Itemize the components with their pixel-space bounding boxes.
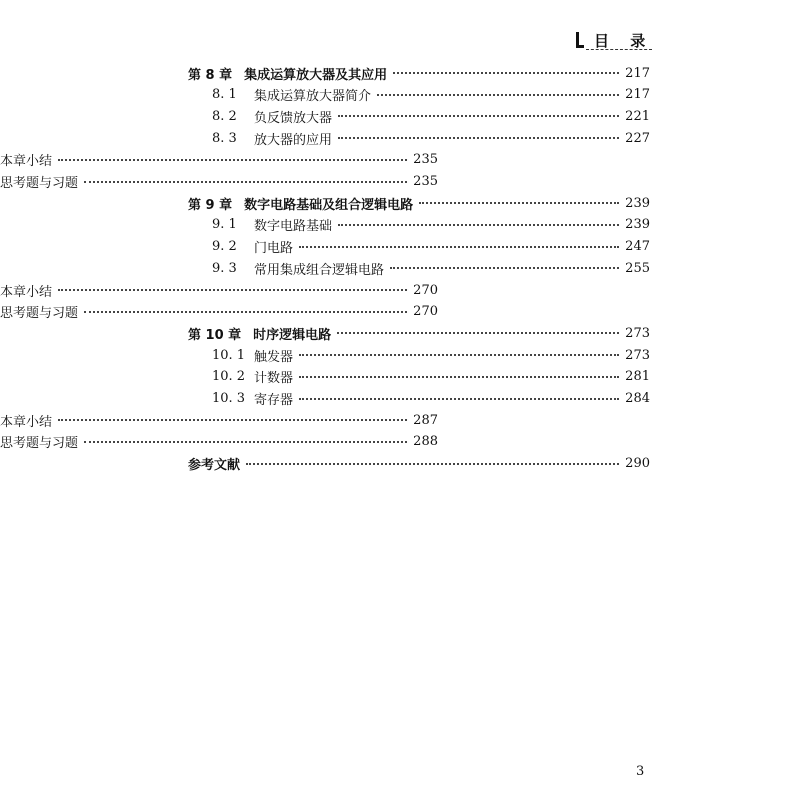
toc-entry-number: 第 9 章 xyxy=(188,197,233,213)
toc-leader-dots xyxy=(299,398,619,400)
toc-leader-dots xyxy=(58,419,407,421)
toc-leader-dots xyxy=(58,289,407,291)
toc-entry-title: 寄存器 xyxy=(254,393,294,408)
header-bracket-mark xyxy=(576,32,579,48)
toc-entry-number: 9. 1 xyxy=(212,217,237,233)
toc-entry-number: 8. 1 xyxy=(212,87,237,103)
toc-entry-page: 288 xyxy=(413,434,438,450)
toc-entry-title: 参考文献 xyxy=(188,458,241,474)
toc-entry-number: 第 8 章 xyxy=(188,67,233,83)
toc-entry-title: 本章小结 xyxy=(0,284,53,300)
toc-leader-dots xyxy=(393,72,619,74)
toc-entry-page: 235 xyxy=(413,152,438,168)
toc-entry-page: 284 xyxy=(625,391,650,406)
toc-chapter-entry[interactable] xyxy=(188,193,650,213)
toc-entry-number: 8. 2 xyxy=(212,108,237,124)
toc-entry-number: 10. 1 xyxy=(212,347,246,363)
toc-entry-title: 触发器 xyxy=(254,349,294,365)
toc-entry-title: 负反馈放大器 xyxy=(254,110,333,126)
toc-leader-dots xyxy=(338,137,619,139)
toc-entry-page: 227 xyxy=(625,130,650,146)
toc-chapter-entry[interactable] xyxy=(188,454,650,474)
toc-entry-page: 287 xyxy=(413,412,438,428)
toc-chapter-entry[interactable] xyxy=(188,63,650,83)
toc-leader-dots xyxy=(338,115,619,117)
toc-plain-entry[interactable] xyxy=(0,150,438,170)
toc-leader-dots xyxy=(84,311,407,313)
toc-plain-entry[interactable] xyxy=(0,432,438,452)
toc-section-entry[interactable] xyxy=(212,389,650,409)
toc-entry-page: 247 xyxy=(625,239,650,255)
toc-leader-dots xyxy=(299,246,619,248)
page-number: 3 xyxy=(636,764,645,779)
toc-entry-page: 221 xyxy=(625,108,650,124)
header-title: 目 录 xyxy=(594,32,654,50)
toc-entry-title: 思考题与习题 xyxy=(0,176,79,191)
toc-entry-page: 273 xyxy=(625,347,650,363)
toc-entry-page: 290 xyxy=(625,456,650,472)
toc-entry-title: 集成运算放大器简介 xyxy=(254,89,372,105)
toc-entry-title: 常用集成组合逻辑电路 xyxy=(254,262,385,278)
toc-plain-entry[interactable] xyxy=(0,410,438,430)
toc-entry-number: 9. 2 xyxy=(212,239,237,255)
toc-entry-page: 270 xyxy=(413,304,438,320)
toc-plain-entry[interactable] xyxy=(0,302,438,322)
toc-section-entry[interactable] xyxy=(212,258,650,278)
toc-entry-title: 门电路 xyxy=(254,241,294,257)
toc-entry-page: 235 xyxy=(413,174,438,189)
toc-leader-dots xyxy=(84,181,407,183)
toc-entry-number: 第 10 章 xyxy=(188,327,242,343)
toc-leader-dots xyxy=(377,94,619,96)
toc-entry-title: 数字电路基础及组合逻辑电路 xyxy=(244,197,414,213)
toc-entry-title: 思考题与习题 xyxy=(0,436,79,452)
toc-plain-entry[interactable] xyxy=(0,280,438,300)
toc-section-entry[interactable] xyxy=(212,215,650,235)
toc-entry-page: 273 xyxy=(625,325,650,341)
toc-leader-dots xyxy=(419,202,619,204)
toc-entry-number: 9. 3 xyxy=(212,260,237,276)
toc-entry-title: 本章小结 xyxy=(0,414,53,430)
toc-leader-dots xyxy=(299,376,619,378)
toc-section-entry[interactable] xyxy=(212,128,650,148)
toc-entry-page: 239 xyxy=(625,217,650,233)
toc-leader-dots xyxy=(58,159,407,161)
toc-entry-page: 281 xyxy=(625,369,650,385)
toc-entry-title: 计数器 xyxy=(254,371,294,387)
toc-leader-dots xyxy=(337,332,619,334)
toc-entry-title: 本章小结 xyxy=(0,154,53,170)
toc-leader-dots xyxy=(246,463,619,465)
toc-entry-page: 217 xyxy=(625,87,650,103)
toc-entry-page: 239 xyxy=(625,195,650,211)
toc-entry-page: 270 xyxy=(413,282,438,298)
toc-section-entry[interactable] xyxy=(212,367,650,387)
toc-entry-page: 255 xyxy=(625,260,650,276)
toc-section-entry[interactable] xyxy=(212,345,650,365)
toc-plain-entry[interactable] xyxy=(0,172,438,192)
toc-section-entry[interactable] xyxy=(212,85,650,105)
toc-entry-number: 10. 3 xyxy=(212,391,246,406)
toc-entry-title: 思考题与习题 xyxy=(0,306,79,322)
toc-leader-dots xyxy=(299,354,619,356)
toc-leader-dots xyxy=(84,441,407,443)
toc-leader-dots xyxy=(390,267,619,269)
header-dashed-rule xyxy=(586,49,652,50)
toc-entry-number: 10. 2 xyxy=(212,369,246,385)
toc-entry-title: 放大器的应用 xyxy=(254,132,333,148)
toc-entry-title: 数字电路基础 xyxy=(254,219,333,235)
toc-entry-number: 8. 3 xyxy=(212,130,237,146)
toc-entry-title: 时序逻辑电路 xyxy=(253,327,332,343)
toc-entry-title: 集成运算放大器及其应用 xyxy=(244,67,388,83)
toc-chapter-entry[interactable] xyxy=(188,323,650,343)
toc-entry-page: 217 xyxy=(625,65,650,81)
toc-section-entry[interactable] xyxy=(212,106,650,126)
running-header xyxy=(574,30,654,50)
toc-section-entry[interactable] xyxy=(212,237,650,257)
toc-leader-dots xyxy=(338,224,619,226)
